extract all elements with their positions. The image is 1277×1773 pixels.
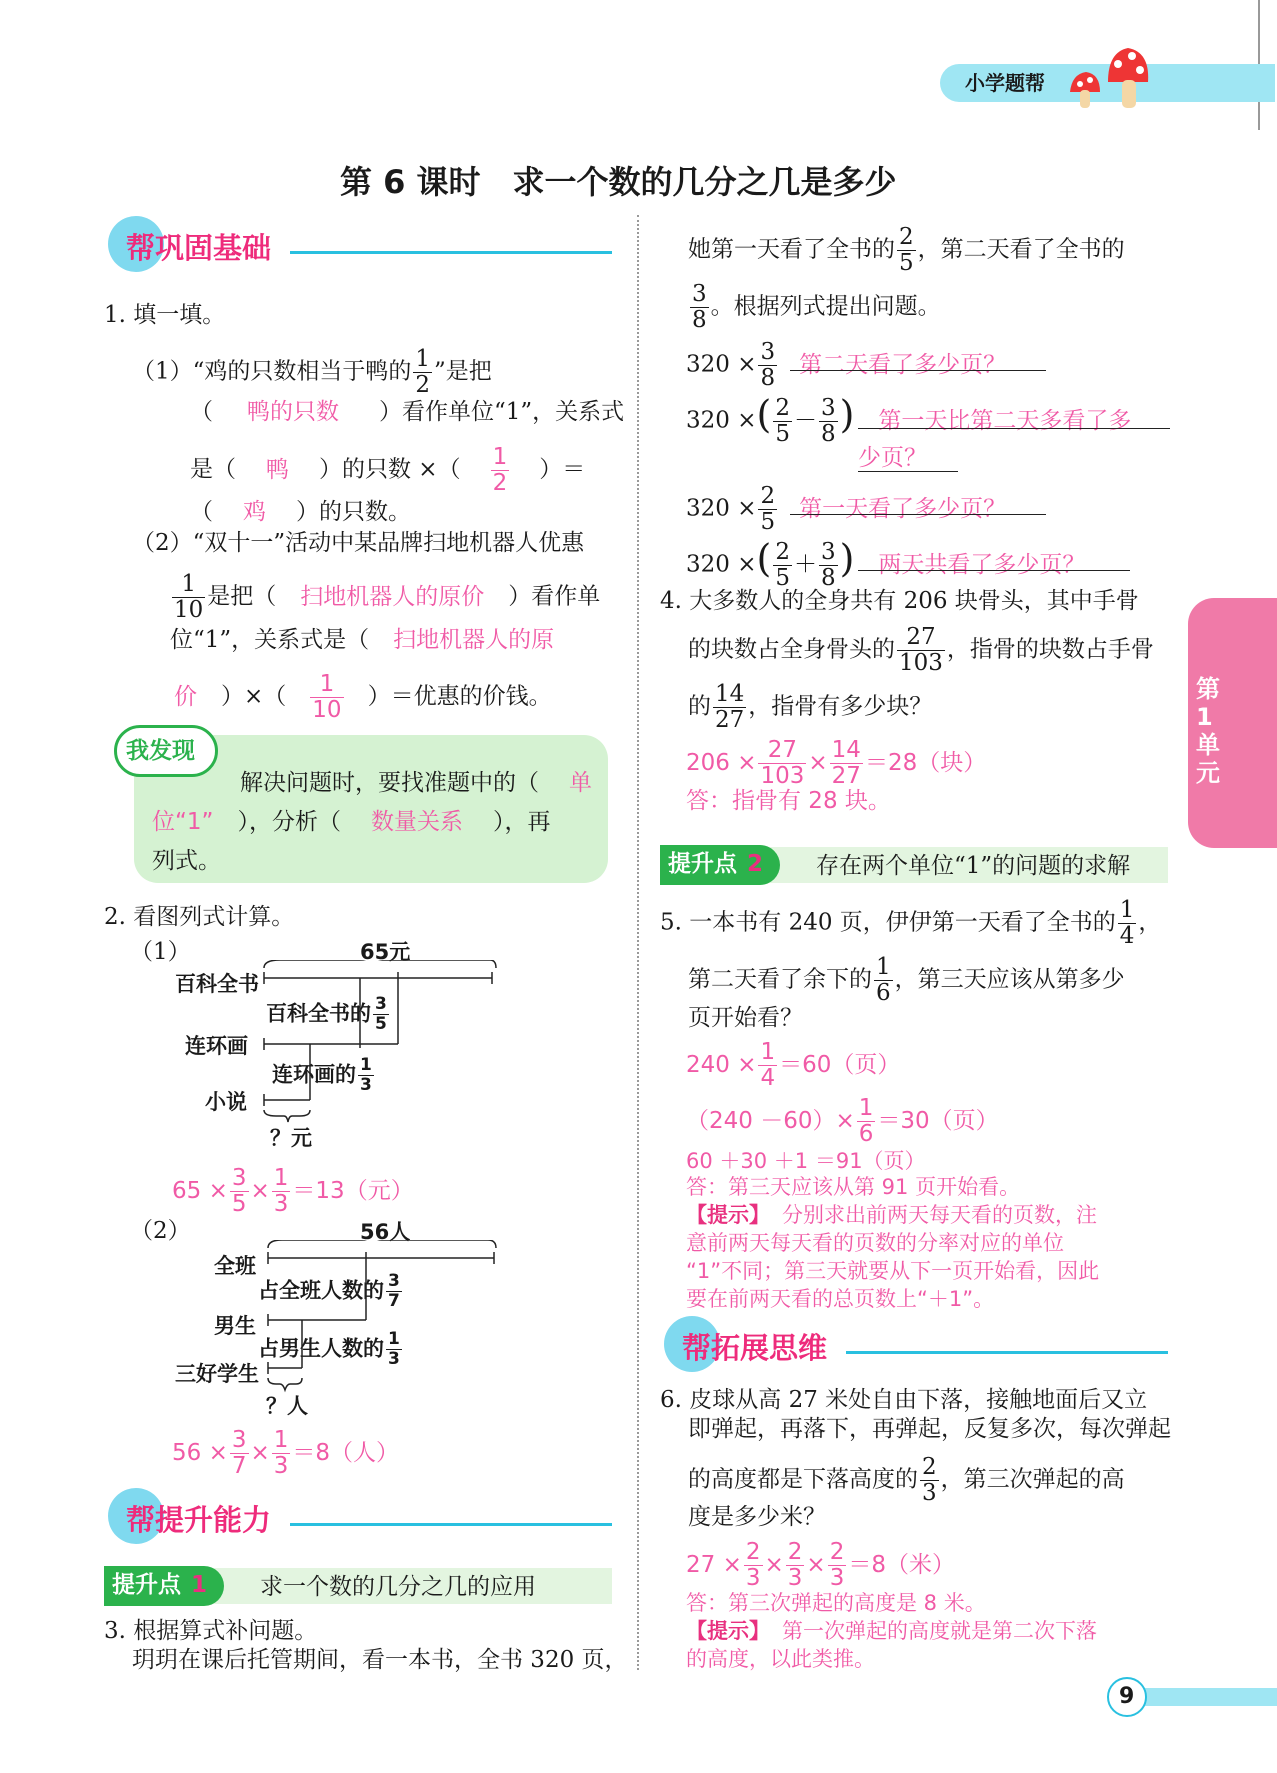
answer-fraction[interactable]: $\frac{1}{2}$ (492, 444, 508, 496)
answer-blank[interactable]: 鸭的只数 (247, 399, 339, 425)
q6-answer-text: 答：第三次弹起的高度是 8 米。 (686, 1591, 986, 1615)
q5-hint-4: 要在前两天看的总页数上“＋1”。 (686, 1287, 995, 1311)
q5-answer-4: 答：第三天应该从第 91 页开始看。 (686, 1175, 1021, 1199)
section-expand-rule (846, 1351, 1168, 1354)
answer-line (858, 428, 1170, 429)
q3-heading: 3. 根据算式补问题。 (104, 1618, 318, 1644)
q2-p1-question: ？元 (270, 1126, 312, 1150)
q2-p2-row3: 三好学生 (175, 1362, 259, 1386)
q4-answer-text: 答：指骨有 28 块。 (686, 788, 891, 814)
answer-line (858, 570, 1130, 571)
q2-p2-note2: 占男生人数的 $\frac{1}{3}$ (258, 1329, 400, 1369)
q3-line2: 她第一天看了全书的 $\frac{2}{5}$ ，第二天看了全书的 (688, 224, 1125, 276)
answer-blank[interactable]: 单 (569, 770, 592, 796)
section-basic-title: 帮巩固基础 (126, 231, 272, 265)
q2-p1-row3: 小说 (205, 1090, 247, 1114)
q5-line3: 页开始看？ (688, 1005, 803, 1031)
q1-p1-text: （1）“鸡的只数相当于鸭的 (132, 358, 412, 385)
q4-line3: 的 $\frac{14}{27}$ ，指骨有多少块？ (688, 681, 933, 733)
section-basic-rule (290, 251, 612, 254)
answer-blank[interactable]: 两天共看了多少页？ (878, 551, 1086, 578)
answer-blank[interactable]: 价 (174, 683, 197, 710)
tip1-text: 求一个数的几分之几的应用 (260, 1574, 536, 1600)
unit-side-tab-label: 第1单元 (1196, 675, 1220, 787)
q6-line1: 6. 皮球从高 27 米处自由下落，接触地面后又立 (660, 1387, 1148, 1413)
discover-line2: 位“1” ），分析（ 数量关系 ），再 (152, 809, 551, 835)
section-ability-title: 帮提升能力 (126, 1503, 272, 1537)
q1-p1-text-b: ”是把 (434, 358, 492, 385)
footer-bar (1140, 1688, 1277, 1706)
q6-line3: 的高度都是下落高度的 $\frac{2}{3}$ ，第三次弹起的高 (688, 1454, 1125, 1506)
q5-answer-2: （240 －60）× $\frac{1}{6}$ ＝30（页） (686, 1095, 999, 1147)
q3-eq1: 320 × $\frac{3}{8}$ 第二天看了多少页？ (686, 339, 1007, 391)
column-divider (637, 215, 639, 1670)
tip2-label: 提升点 2 (668, 851, 764, 877)
page-title: 第 6 课时 求一个数的几分之几是多少 (340, 163, 897, 201)
q6-answer: 27 × $\frac{2}{3}$ × $\frac{2}{3}$ × $\frac{2}{3}$ ＝8（米） (686, 1539, 955, 1591)
answer-line (790, 370, 1046, 371)
q1-p1-line1 (132, 347, 492, 398)
q6-line2: 即弹起，再落下，再弹起，反复多次，每次弹起 (688, 1416, 1171, 1442)
q5-hint-1: 【提示】 分别求出前两天每天看的页数，注 (686, 1203, 1097, 1227)
q1-p2-line1: （2）“双十一”活动中某品牌扫地机器人优惠 (132, 530, 585, 556)
q2-p1-total: 65元 (360, 940, 411, 964)
q1-p1-line3: 是（ 鸭 ）的只数 ×（ $\frac{1}{2}$ ）＝ (190, 444, 586, 496)
q2-p2-row1: 全班 (214, 1254, 256, 1278)
q1-p1-line4: （ 鸡 ）的只数。 (190, 499, 411, 525)
answer-blank[interactable]: 鸭 (266, 456, 289, 483)
q2-p1-row2: 连环画 (185, 1034, 248, 1058)
q5-line1: 5. 一本书有 240 页，伊伊第一天看了全书的 $\frac{1}{4}$ ， (660, 897, 1162, 949)
page-number: 9 (1119, 1684, 1135, 1709)
q2-p1-answer: 65 × $\frac{3}{5}$ × $\frac{1}{3}$ ＝13（元） (172, 1165, 414, 1217)
answer-blank[interactable]: 第一天看了多少页？ (799, 495, 1007, 522)
answer-line (790, 514, 1046, 515)
line-segment-diagram-2 (262, 1240, 502, 1400)
q5-line2: 第二天看了余下的 $\frac{1}{6}$ ，第三天应该从第多少 (688, 954, 1125, 1006)
line-segment-diagram-1 (260, 960, 500, 1130)
q1-p2-line3: 位“1”，关系式是（ 扫地机器人的原 (170, 627, 555, 653)
q6-hint-2: 的高度，以此类推。 (686, 1647, 875, 1671)
q5-answer-3: 60 ＋30 ＋1 ＝91（页） (686, 1149, 926, 1173)
mushroom-icon (1060, 42, 1150, 112)
q5-hint-2: 意前两天每天看的页数的分率对应的单位 (686, 1231, 1064, 1255)
answer-blank[interactable]: 第二天看了多少页？ (799, 351, 1007, 378)
answer-fraction[interactable]: $\frac{1}{10}$ (312, 671, 342, 723)
q3-line3: $\frac{3}{8}$ 。根据列式提出问题。 (692, 281, 941, 333)
q2-heading: 2. 看图列式计算。 (104, 904, 295, 930)
q1-heading: 1. 填一填。 (104, 302, 226, 328)
q4-line1: 4. 大多数人的全身共有 206 块骨头，其中手骨 (660, 588, 1139, 614)
q5-hint-3: “1”不同；第三天就要从下一页开始看，因此 (686, 1259, 1100, 1283)
q2-p2-no: （2） (130, 1218, 191, 1244)
answer-line (858, 471, 958, 472)
q1-p2-line4: 价 ）×（ $\frac{1}{10}$ ）＝优惠的价钱。 (174, 671, 552, 723)
fraction: $\frac{1}{10}$ (174, 571, 204, 623)
q3-eq2: 320 ×( $\frac{2}{5}$ － $\frac{3}{8}$ ) 第一天比第二天多看了多 (686, 392, 1132, 447)
answer-blank[interactable]: 扫地机器人的原价 (300, 583, 485, 610)
q6-hint-1: 【提示】 第一次弹起的高度就是第二次下落 (686, 1619, 1097, 1643)
q1-p1-line2: （ 鸭的只数 ）看作单位“1”，关系式 (190, 399, 625, 425)
q3-line1: 玥玥在课后托管期间，看一本书，全书 320 页， (132, 1647, 628, 1673)
q1-p2-line2: $\frac{1}{10}$ 是把（ 扫地机器人的原价 ）看作单 (174, 571, 601, 623)
discover-badge-label: 我发现 (126, 738, 195, 764)
q3-eq4: 320 ×( $\frac{2}{5}$ ＋ $\frac{3}{8}$ ) 两天共看了多少页？ (686, 536, 1086, 591)
fraction: $\frac{1}{2}$ (415, 346, 431, 398)
section-ability-rule (290, 1523, 612, 1526)
q2-p2-row2: 男生 (214, 1314, 256, 1338)
tip2-text: 存在两个单位“1”的问题的求解 (816, 853, 1131, 879)
q3-eq3: 320 × $\frac{2}{5}$ 第一天看了多少页？ (686, 483, 1007, 535)
q4-answer: 206 × $\frac{27}{103}$ × $\frac{14}{27}$ ＝28（块） (686, 737, 987, 789)
q6-line4: 度是多少米？ (688, 1504, 826, 1530)
answer-blank[interactable]: 鸡 (243, 499, 266, 525)
answer-blank[interactable]: 第一天比第二天多看了多 (878, 407, 1132, 434)
q2-p2-total: 56人 (360, 1220, 411, 1244)
q2-p1-row1: 百科全书 (175, 972, 259, 996)
q2-p2-answer: 56 × $\frac{3}{7}$ × $\frac{1}{3}$ ＝8（人） (172, 1427, 400, 1479)
q2-p2-question: ？人 (266, 1394, 308, 1418)
q2-p1-note2: 连环画的 $\frac{1}{3}$ (272, 1055, 372, 1095)
answer-blank[interactable]: 位“1” (152, 809, 214, 835)
q2-p1-no: （1） (130, 939, 191, 965)
q5-answer-1: 240 × $\frac{1}{4}$ ＝60（页） (686, 1039, 901, 1091)
tip1-label: 提升点 1 (112, 1572, 208, 1598)
answer-blank[interactable]: 扫地机器人的原 (393, 627, 555, 653)
section-expand-title: 帮拓展思维 (682, 1331, 828, 1365)
discover-line3: 列式。 (152, 848, 221, 874)
q4-line2: 的块数占全身骨头的 $\frac{27}{103}$ ，指骨的块数占手骨 (688, 624, 1154, 676)
q2-p1-note1: 百科全书的 $\frac{3}{5}$ (266, 994, 387, 1034)
header-brand: 小学题帮 (965, 71, 1045, 95)
q3-eq2-answer-cont[interactable]: 少页？ (858, 445, 927, 471)
q2-p2-note1: 占全班人数的 $\frac{3}{7}$ (258, 1271, 400, 1311)
answer-blank[interactable]: 数量关系 (370, 809, 463, 835)
discover-line1: 解决问题时，要找准题中的（ 单 (240, 770, 592, 796)
